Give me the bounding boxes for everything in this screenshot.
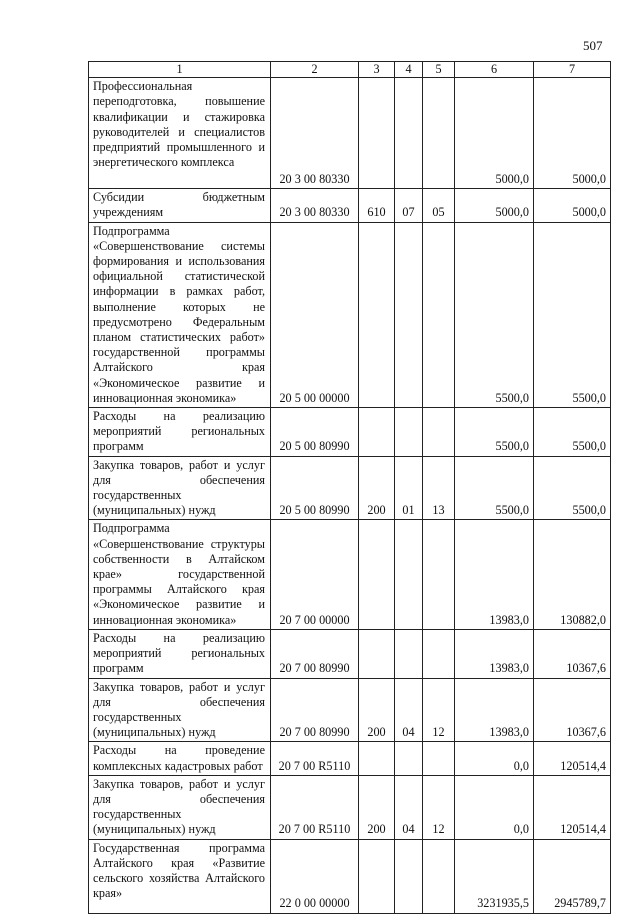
row-name: Расходы на реализацию мероприятий региональных программ (89, 629, 271, 678)
row-v7: 5500,0 (534, 456, 611, 520)
row-name: Закупка товаров, работ и услуг для обеспечения государственных (муниципальных) нужд (89, 678, 271, 742)
row-code: 20 7 00 80990 (271, 678, 359, 742)
row-c3: 200 (359, 775, 395, 839)
row-code: 20 5 00 00000 (271, 222, 359, 407)
table-row (89, 78, 611, 189)
row-c5 (423, 742, 455, 775)
row-c3: 200 (359, 456, 395, 520)
row-c3 (359, 222, 395, 407)
row-code: 20 7 00 R5110 (271, 775, 359, 839)
row-c3: 610 (359, 189, 395, 222)
table-row (89, 222, 611, 407)
row-c3 (359, 629, 395, 678)
row-c5 (423, 520, 455, 629)
row-code: 20 5 00 80990 (271, 456, 359, 520)
row-c4 (395, 839, 423, 913)
row-c5 (423, 408, 455, 457)
row-v6: 0,0 (455, 775, 534, 839)
row-v6: 3231935,5 (455, 839, 534, 913)
row-name: Расходы на реализацию мероприятий региональных программ (89, 408, 271, 457)
row-c4 (395, 222, 423, 407)
table-row (89, 678, 611, 742)
row-c5 (423, 629, 455, 678)
row-c3 (359, 78, 395, 189)
row-c4: 04 (395, 775, 423, 839)
column-header: 1 (89, 62, 271, 78)
row-v6: 13983,0 (455, 520, 534, 629)
row-c3: 200 (359, 678, 395, 742)
row-v6: 13983,0 (455, 678, 534, 742)
row-c5: 13 (423, 456, 455, 520)
row-v7: 10367,6 (534, 678, 611, 742)
row-c3 (359, 742, 395, 775)
row-c5 (423, 222, 455, 407)
row-name: Закупка товаров, работ и услуг для обеспечения государственных (муниципальных) нужд (89, 775, 271, 839)
row-name: Закупка товаров, работ и услуг для обеспечения государственных (муниципальных) нужд (89, 456, 271, 520)
table-row (89, 408, 611, 457)
table-row (89, 629, 611, 678)
table-row (89, 775, 611, 839)
row-name: Профессиональная переподготовка, повышение квалификации и стажировка руководителей и специалистов предприятий промышленного и энергетического комплекса (89, 78, 271, 189)
row-v6: 5000,0 (455, 189, 534, 222)
table-body (89, 78, 611, 913)
row-c3 (359, 408, 395, 457)
row-code: 20 7 00 80990 (271, 629, 359, 678)
column-header: 3 (359, 62, 395, 78)
row-c4 (395, 520, 423, 629)
row-v7: 2945789,7 (534, 839, 611, 913)
header-row (89, 62, 611, 78)
row-c3 (359, 520, 395, 629)
row-name: Расходы на проведение комплексных кадастровых работ (89, 742, 271, 775)
row-c4 (395, 742, 423, 775)
column-header: 5 (423, 62, 455, 78)
row-v7: 5500,0 (534, 222, 611, 407)
row-v7: 5000,0 (534, 78, 611, 189)
table-row (89, 189, 611, 222)
row-v6: 5500,0 (455, 222, 534, 407)
row-v7: 5000,0 (534, 189, 611, 222)
row-v6: 13983,0 (455, 629, 534, 678)
row-code: 20 5 00 80990 (271, 408, 359, 457)
row-v7: 130882,0 (534, 520, 611, 629)
table-row (89, 456, 611, 520)
row-code: 20 7 00 R5110 (271, 742, 359, 775)
row-v6: 5500,0 (455, 408, 534, 457)
row-name: Государственная программа Алтайского края «Развитие сельского хозяйства Алтайского края» (89, 839, 271, 913)
table-row (89, 839, 611, 913)
row-c5 (423, 839, 455, 913)
column-header: 2 (271, 62, 359, 78)
row-c4: 07 (395, 189, 423, 222)
row-name: Подпрограмма «Совершенствование системы формирования и использования официальной статистической информации в рамках работ, выполнение которых не предусмотрено Федеральным планом статистических работ» государственной программы Алтайского края «Экономическое развитие и инновационная экономика» (89, 222, 271, 407)
page-number: 507 (583, 38, 603, 53)
row-c3 (359, 839, 395, 913)
column-header: 4 (395, 62, 423, 78)
row-v6: 5000,0 (455, 78, 534, 189)
row-v7: 120514,4 (534, 742, 611, 775)
row-c5: 12 (423, 775, 455, 839)
row-v6: 5500,0 (455, 456, 534, 520)
row-c4 (395, 629, 423, 678)
row-c4: 01 (395, 456, 423, 520)
row-code: 20 3 00 80330 (271, 78, 359, 189)
row-c5: 05 (423, 189, 455, 222)
column-header: 6 (455, 62, 534, 78)
table-row (89, 742, 611, 775)
row-c4 (395, 408, 423, 457)
table-row (89, 520, 611, 629)
row-c5: 12 (423, 678, 455, 742)
row-code: 20 7 00 00000 (271, 520, 359, 629)
budget-table (88, 61, 611, 914)
row-c4 (395, 78, 423, 189)
row-v7: 5500,0 (534, 408, 611, 457)
row-c4: 04 (395, 678, 423, 742)
row-code: 20 3 00 80330 (271, 189, 359, 222)
column-header: 7 (534, 62, 611, 78)
row-name: Субсидии бюджетным учреждениям (89, 189, 271, 222)
row-code: 22 0 00 00000 (271, 839, 359, 913)
row-c5 (423, 78, 455, 189)
row-name: Подпрограмма «Совершенствование структуры собственности в Алтайском крае» государственной программы Алтайского края «Экономическое развитие и инновационная экономика» (89, 520, 271, 629)
row-v6: 0,0 (455, 742, 534, 775)
row-v7: 120514,4 (534, 775, 611, 839)
row-v7: 10367,6 (534, 629, 611, 678)
